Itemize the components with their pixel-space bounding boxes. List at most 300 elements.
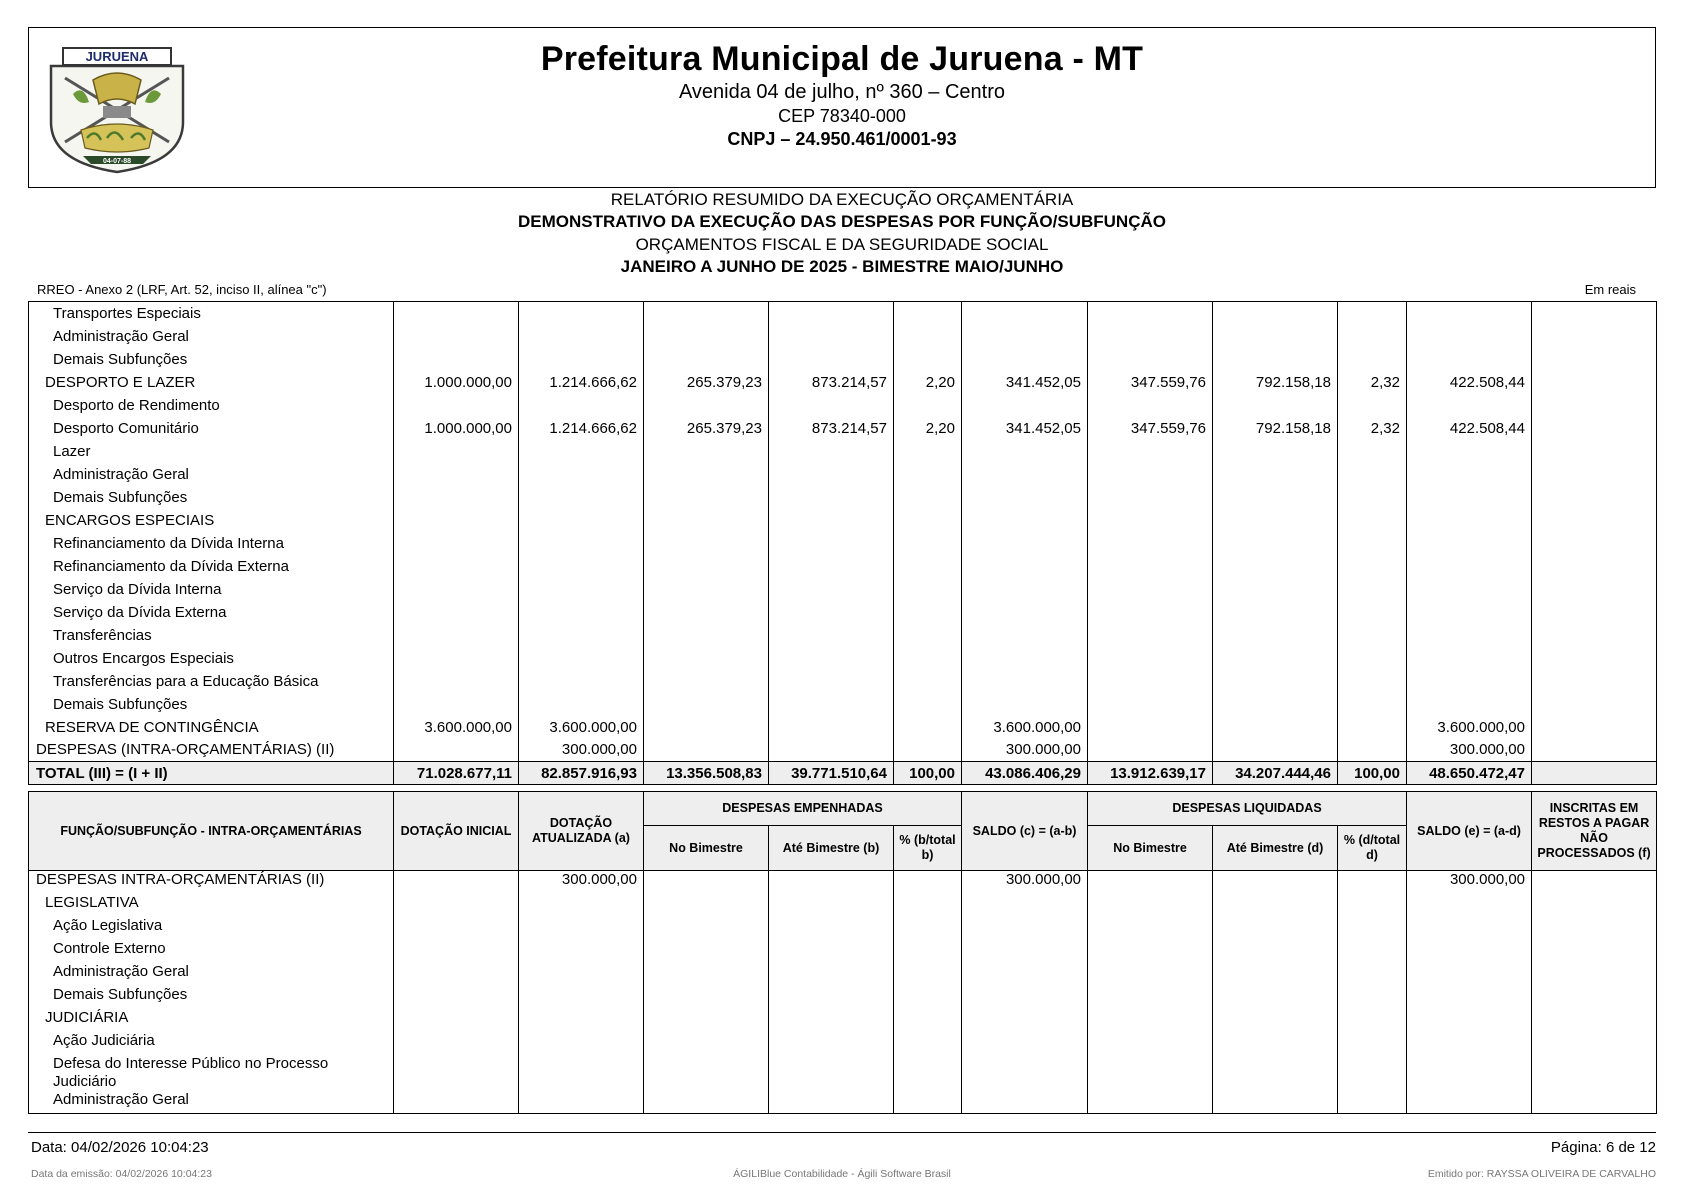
row-label: Demais Subfunções [29,486,394,509]
row-value [894,624,962,647]
row-value [644,394,769,417]
row-value [644,509,769,532]
header-emp-percent: % (b/total b) [894,826,962,871]
row-value [1407,325,1532,348]
row-value [394,348,519,371]
row-value [1213,917,1338,940]
row-value [894,716,962,739]
row-value [644,739,769,762]
row-label: Lazer [29,440,394,463]
row-value [1532,440,1657,463]
table-row [29,963,1657,986]
row-value [1213,601,1338,624]
row-value [1407,1009,1532,1032]
row-value [519,986,644,1009]
row-value [644,940,769,963]
row-value [1338,917,1407,940]
row-value [1532,532,1657,555]
row-value: 2,32 [1338,371,1407,394]
row-value [1532,578,1657,601]
row-value [1407,440,1532,463]
row-value [769,940,894,963]
row-value [894,1055,962,1091]
row-value [1088,1032,1213,1055]
row-value [894,1091,962,1114]
row-value [644,986,769,1009]
row-value [394,739,519,762]
report-subtitle: DEMONSTRATIVO DA EXECUÇÃO DAS DESPESAS POR FUNÇÃO/SUBFUNÇÃO [518,212,1166,231]
row-value [894,940,962,963]
row-label: Refinanciamento da Dívida Interna [29,532,394,555]
legal-reference: RREO - Anexo 2 (LRF, Art. 52, inciso II, alínea "c") [37,282,327,297]
row-value: 422.508,44 [1407,417,1532,440]
row-value [1532,624,1657,647]
row-value [894,1032,962,1055]
row-value [1532,1009,1657,1032]
row-value [769,1009,894,1032]
row-value [894,917,962,940]
row-value [769,486,894,509]
row-value [1088,670,1213,693]
row-value [1407,348,1532,371]
row-label: Transferências para a Educação Básica [29,670,394,693]
row-value: 2,20 [894,371,962,394]
row-value [962,302,1088,325]
row-value [644,1032,769,1055]
row-value [1338,693,1407,716]
row-value [1407,509,1532,532]
row-value [644,486,769,509]
row-value [1532,509,1657,532]
row-value [644,624,769,647]
row-value [894,986,962,1009]
row-value [394,601,519,624]
row-value: 873.214,57 [769,417,894,440]
table-row [29,670,1657,693]
row-value [644,578,769,601]
row-value [394,509,519,532]
table-row [29,1009,1657,1032]
row-value [1088,555,1213,578]
row-value [644,1055,769,1091]
row-value [644,302,769,325]
row-value [394,1055,519,1091]
row-value: 792.158,18 [1213,417,1338,440]
header-despesas-empenhadas: DESPESAS EMPENHADAS [644,792,962,826]
row-value [962,486,1088,509]
row-value [519,325,644,348]
row-value [519,624,644,647]
table-row [29,371,1657,394]
row-value [1338,1091,1407,1114]
row-value [1088,1091,1213,1114]
row-value [962,601,1088,624]
row-value [1532,1032,1657,1055]
row-value [769,1091,894,1114]
row-value [769,963,894,986]
row-value [644,532,769,555]
row-value [644,871,769,894]
row-value: 3.600.000,00 [1407,716,1532,739]
row-value [394,532,519,555]
row-value [1407,624,1532,647]
row-label: Demais Subfunções [29,693,394,716]
row-value [769,647,894,670]
row-value [519,670,644,693]
row-value [769,440,894,463]
row-value [1407,647,1532,670]
row-value [644,463,769,486]
row-value [894,871,962,894]
row-value [394,647,519,670]
row-value: 300.000,00 [1407,739,1532,762]
row-value [894,394,962,417]
table-row [29,940,1657,963]
row-value [1532,417,1657,440]
row-value [962,348,1088,371]
row-value [1338,555,1407,578]
table-row [29,532,1657,555]
row-value [769,624,894,647]
row-value [1338,578,1407,601]
row-value [1213,348,1338,371]
row-value [644,894,769,917]
footer-emission-date: Data da emissão: 04/02/2026 10:04:23 [31,1168,212,1180]
row-value [894,440,962,463]
row-value [644,670,769,693]
total-value [1532,762,1657,785]
row-value [769,739,894,762]
row-value [1532,693,1657,716]
row-value [769,463,894,486]
row-value [1213,532,1338,555]
row-value [894,348,962,371]
row-value [1088,325,1213,348]
table-row [29,624,1657,647]
row-value [1088,1009,1213,1032]
row-value [1213,394,1338,417]
row-value [1213,486,1338,509]
row-value [769,917,894,940]
row-value [1338,624,1407,647]
row-value [894,963,962,986]
total-row [29,762,1657,785]
row-value [519,555,644,578]
row-value [394,1032,519,1055]
table-row [29,509,1657,532]
row-value [962,986,1088,1009]
table-row [29,1032,1657,1055]
row-label: Serviço da Dívida Interna [29,578,394,601]
row-value [769,716,894,739]
row-value [1088,739,1213,762]
row-value [1088,1055,1213,1091]
row-label: Administração Geral [29,1091,394,1114]
row-label: Desporto Comunitário [29,417,394,440]
table-row [29,486,1657,509]
total-value: 13.356.508,83 [644,762,769,785]
row-label: Refinanciamento da Dívida Externa [29,555,394,578]
row-value [962,963,1088,986]
row-value [1088,917,1213,940]
row-value [894,693,962,716]
row-value [1213,509,1338,532]
row-label: Administração Geral [29,463,394,486]
row-value [644,693,769,716]
table-row [29,693,1657,716]
row-value [1213,716,1338,739]
row-value: 2,32 [1338,417,1407,440]
row-value [519,463,644,486]
row-value [1338,601,1407,624]
row-value [962,670,1088,693]
row-value [769,509,894,532]
row-value [1213,940,1338,963]
row-value [644,1009,769,1032]
row-value [1338,440,1407,463]
total-value: 71.028.677,11 [394,762,519,785]
table-row [29,739,1657,762]
row-value [894,578,962,601]
row-label: Demais Subfunções [29,986,394,1009]
row-value [519,509,644,532]
row-value [1338,647,1407,670]
row-label: Ação Judiciária [29,1032,394,1055]
row-value [519,894,644,917]
row-value [394,394,519,417]
row-value [644,601,769,624]
row-value [1407,302,1532,325]
row-value [519,486,644,509]
header-saldo-c: SALDO (c) = (a-b) [962,792,1088,871]
row-value [644,440,769,463]
row-label: Outros Encargos Especiais [29,647,394,670]
row-label: Serviço da Dívida Externa [29,601,394,624]
header-emp-ate-bimestre: Até Bimestre (b) [769,826,894,871]
row-value [894,1009,962,1032]
row-value [1338,986,1407,1009]
row-value [962,509,1088,532]
footer-date: Data: 04/02/2026 10:04:23 [31,1139,209,1156]
header-emp-no-bimestre: No Bimestre [644,826,769,871]
total-label: TOTAL (III) = (I + II) [29,762,394,785]
row-value [1213,963,1338,986]
row-value [1338,1055,1407,1091]
organization-cnpj: CNPJ – 24.950.461/0001-93 [727,129,957,149]
row-label: RESERVA DE CONTINGÊNCIA [29,716,394,739]
row-value [1532,986,1657,1009]
row-value [1532,371,1657,394]
table-row [29,601,1657,624]
row-value [1407,394,1532,417]
row-value [1338,509,1407,532]
row-value: 341.452,05 [962,371,1088,394]
row-value [519,693,644,716]
row-value [1407,917,1532,940]
row-value [394,325,519,348]
row-value [644,348,769,371]
table-row [29,463,1657,486]
table-row [29,986,1657,1009]
row-value [1213,894,1338,917]
row-value [1213,1091,1338,1114]
footer-software: ÁGILIBlue Contabilidade - Ágili Software Brasil [733,1168,951,1180]
row-value [769,1032,894,1055]
row-value [1338,486,1407,509]
row-value [1407,670,1532,693]
row-value [1088,986,1213,1009]
row-value [1213,302,1338,325]
row-value [962,693,1088,716]
row-value [394,578,519,601]
row-value [1088,647,1213,670]
row-value [1088,532,1213,555]
row-value [1532,871,1657,894]
row-value [1338,394,1407,417]
row-value [1213,871,1338,894]
row-value [769,348,894,371]
row-value [894,486,962,509]
row-label: DESPESAS (INTRA-ORÇAMENTÁRIAS) (II) [29,739,394,762]
row-label: Transferências [29,624,394,647]
row-value [1407,1055,1532,1091]
row-value [1407,555,1532,578]
row-value [1338,532,1407,555]
row-value [1532,555,1657,578]
row-value [1213,986,1338,1009]
row-value [962,440,1088,463]
footer-divider [28,1132,1656,1133]
row-value [394,871,519,894]
row-value [1088,940,1213,963]
row-value: 1.000.000,00 [394,417,519,440]
header-liq-no-bimestre: No Bimestre [1088,826,1213,871]
row-label: Administração Geral [29,963,394,986]
row-value [962,555,1088,578]
row-label: Demais Subfunções [29,348,394,371]
intra-budget-expenses-table [28,791,1657,1114]
row-value: 873.214,57 [769,371,894,394]
row-value [644,963,769,986]
row-value [1088,463,1213,486]
row-value [1088,894,1213,917]
row-value [769,1055,894,1091]
row-label: JUDICIÁRIA [29,1009,394,1032]
row-value [1088,693,1213,716]
total-value: 39.771.510,64 [769,762,894,785]
row-value [962,463,1088,486]
row-value [1407,986,1532,1009]
row-value [1532,894,1657,917]
row-value [1407,532,1532,555]
row-value [962,394,1088,417]
row-value: 3.600.000,00 [519,716,644,739]
row-value [519,532,644,555]
row-value [894,555,962,578]
row-value: 265.379,23 [644,371,769,394]
row-value [394,486,519,509]
report-budget-scope: ORÇAMENTOS FISCAL E DA SEGURIDADE SOCIAL [635,235,1049,254]
row-value [1338,940,1407,963]
row-label: DESPORTO E LAZER [29,371,394,394]
row-value [1407,463,1532,486]
row-value [769,394,894,417]
row-value [1532,486,1657,509]
row-value [1338,894,1407,917]
row-value [1213,463,1338,486]
table-row [29,394,1657,417]
row-value [769,670,894,693]
row-value [644,647,769,670]
table-row [29,917,1657,940]
header-despesas-liquidadas: DESPESAS LIQUIDADAS [1088,792,1407,826]
row-value [894,325,962,348]
currency-unit: Em reais [1584,282,1636,297]
row-value [894,302,962,325]
row-value [1532,1055,1657,1091]
header-funcao: FUNÇÃO/SUBFUNÇÃO - INTRA-ORÇAMENTÁRIAS [29,792,394,871]
row-value [1532,325,1657,348]
footer-emitted-by: Emitido por: RAYSSA OLIVEIRA DE CARVALHO [1427,1168,1656,1180]
row-value [962,1032,1088,1055]
row-value [1532,348,1657,371]
row-label: Administração Geral [29,325,394,348]
expenses-by-function-table [28,301,1657,785]
row-value [1532,963,1657,986]
row-value: 300.000,00 [1407,871,1532,894]
row-value: 1.000.000,00 [394,371,519,394]
row-value [1088,871,1213,894]
row-label: Defesa do Interesse Público no Processo Judiciário [29,1055,394,1091]
row-value [394,963,519,986]
row-value [1338,739,1407,762]
table-row [29,894,1657,917]
row-value [1532,940,1657,963]
row-value [1338,1032,1407,1055]
row-label: Ação Legislativa [29,917,394,940]
table-row [29,417,1657,440]
row-value [1338,348,1407,371]
total-value: 13.912.639,17 [1088,762,1213,785]
header-liq-percent: % (d/total d) [1338,826,1407,871]
row-value [894,647,962,670]
table-row [29,578,1657,601]
row-value [1407,486,1532,509]
row-label: DESPESAS INTRA-ORÇAMENTÁRIAS (II) [29,871,394,894]
row-value: 300.000,00 [962,739,1088,762]
row-value [519,348,644,371]
row-value [394,1091,519,1114]
row-value [1338,716,1407,739]
row-value [962,917,1088,940]
row-value [769,325,894,348]
row-value [1338,302,1407,325]
row-value [769,871,894,894]
organization-cep: CEP 78340-000 [778,106,906,126]
row-value [1088,963,1213,986]
row-value [962,1091,1088,1114]
header-inscritas-restos-a-pagar: INSCRITAS EM RESTOS A PAGAR NÃO PROCESSADOS (f) [1532,792,1657,871]
row-value [519,647,644,670]
report-header [28,27,1656,188]
row-value [1338,871,1407,894]
row-value [1338,963,1407,986]
row-value [519,578,644,601]
header-dotacao-inicial: DOTAÇÃO INICIAL [394,792,519,871]
row-value [1088,601,1213,624]
row-value [962,532,1088,555]
row-value [1532,739,1657,762]
